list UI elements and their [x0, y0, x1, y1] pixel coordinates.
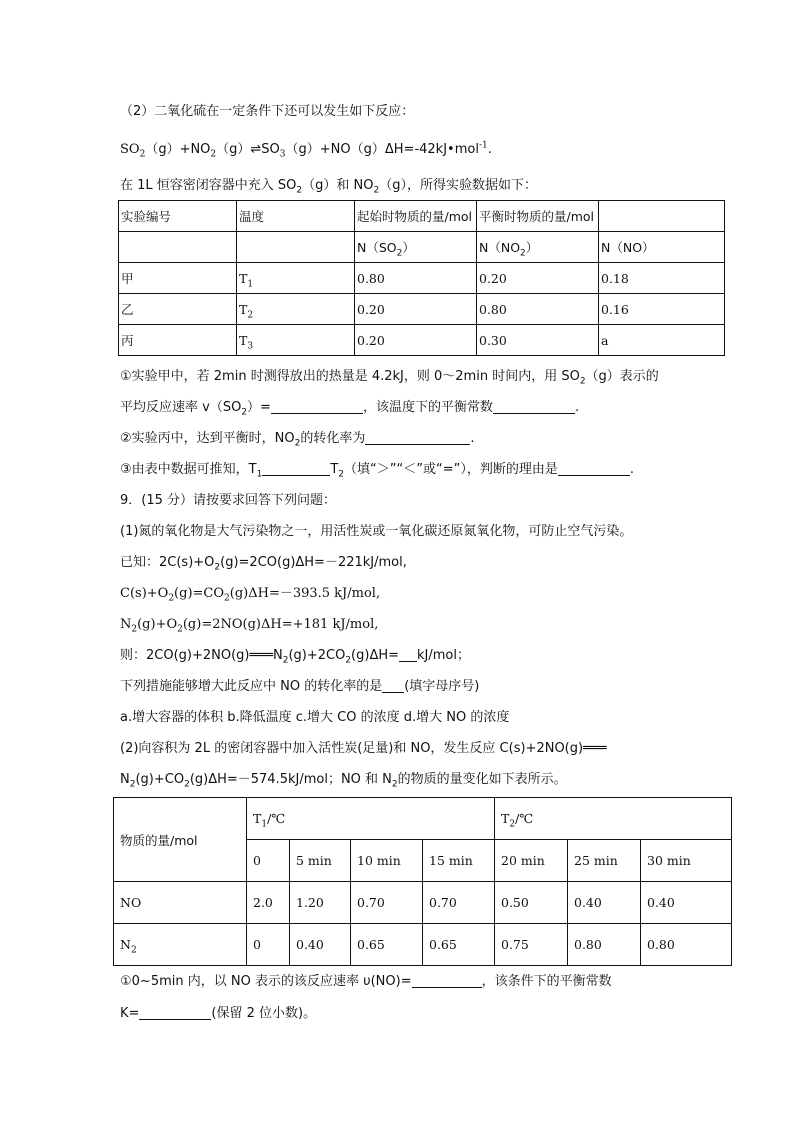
answer-blank[interactable] [558, 461, 630, 476]
problem-9-part1: (1)氮的氧化物是大气污染物之一，用活性炭或一氧化碳还原氮氧化物，可防止空气污染。 [120, 524, 633, 539]
known-equation-2: $C(s)+O_2(g)=CO_2(g)\Delta H=-393.5$ kJ/mol, [120, 586, 381, 604]
row-header-cell: 物质的量/mol [114, 798, 247, 882]
subheader-cell [237, 232, 355, 263]
setup-text: 在 1L 恒容密闭容器中充入 $SO_2(g)$和 $NO_2(g)$，所得实验数据如下： [120, 178, 537, 196]
table-row: 乙 $T_2$ 0.20 0.80 0.16 [119, 294, 725, 325]
experiment-table [118, 200, 725, 356]
header-cell: 起始时物质的量/mol [355, 201, 477, 232]
reaction-equation: $SO_2(g)+NO_2(g)\rightleftharpoons SO_3(g)+NO(g)\Delta H=-42kJ•mol^{-1}$. [120, 140, 492, 160]
answer-blank[interactable] [493, 399, 575, 414]
time-row: 0 5 min 10 min 15 min 20 min 25 min 30 min [114, 840, 732, 882]
header-cell: 实验编号 [119, 201, 237, 232]
last-question-a: ①0~5min 内，以 NO 表示的该反应速率 υ(NO)= ，该条件下的平衡常数 [120, 974, 612, 989]
problem-9-title: 9．(15 分）请按要求回答下列问题： [120, 493, 337, 508]
answer-blank[interactable] [412, 973, 482, 988]
header-cell [599, 201, 725, 232]
known-equation-3: $N_2(g)+O_2(g)=2NO(g)\Delta H=+181$ kJ/mol, [120, 617, 379, 635]
answer-blank[interactable] [262, 461, 330, 476]
target-equation: 则：$2CO(g)+2NO(g)═══N_2(g)+2CO_2(g)\Delta H= kJ/mol$； [120, 648, 470, 666]
subheader-cell: $N(NO_2)$ [477, 232, 599, 263]
intro-text: （2）二氧化硫在一定条件下还可以发生如下反应： [120, 104, 415, 119]
question-3: ③由表中数据可推知，$T_1$ $T_2$（填“＞”“＜”或“=”），判断的理由是 . [120, 462, 634, 480]
problem-9-part2: (2)向容积为 2L 的密闭容器中加入活性炭(足量)和 NO，发生反应 C(s)+2NO(g)═══ [120, 741, 607, 756]
measure-options: a.增大容器的体积 b.降低温度 c.增大 CO 的浓度 d.增大 NO 的浓度 [120, 710, 510, 725]
answer-blank[interactable] [382, 678, 404, 693]
table-header-row [119, 201, 725, 232]
subheader-cell: $N(SO_2)$ [355, 232, 477, 263]
subheader-cell [119, 232, 237, 263]
answer-blank[interactable] [399, 647, 417, 662]
answer-blank[interactable] [139, 1005, 211, 1020]
header-cell: 平衡时物质的量/mol [477, 201, 599, 232]
question-1b: 平均反应速率 $v(SO_2)=$ ，该温度下的平衡常数 . [120, 400, 580, 418]
table-subheader-row [119, 232, 725, 263]
subheader-cell: N（NO） [599, 232, 725, 263]
table-row: 丙 $T_3$ 0.20 0.30 a [119, 325, 725, 356]
table-row: $N_2$ 0 0.40 0.65 0.65 0.75 0.80 0.80 [114, 924, 732, 966]
question-2: ②实验丙中，达到平衡时，$NO_2$的转化率为 . [120, 431, 475, 449]
question-1a: ①实验甲中，若 2min 时测得放出的热量是 4.2kJ，则 0～2min 时间内，用 $SO_2(g)$表示的 [120, 369, 659, 387]
problem-9-part2-cont: $N_2(g)+CO_2(g)\Delta H=-574.5kJ$/mol；NO 和 $N_2$的物质的量变化如下表所示。 [120, 772, 567, 790]
table-row: 甲 $T_1$ 0.80 0.20 0.18 [119, 263, 725, 294]
answer-blank[interactable] [271, 399, 363, 414]
amount-table [113, 797, 732, 966]
temp2-header: $T_2/℃$ [495, 798, 732, 840]
answer-blank[interactable] [365, 430, 470, 445]
table-row: NO 2.0 1.20 0.70 0.70 0.50 0.40 0.40 [114, 882, 732, 924]
table-header-row [114, 798, 732, 840]
header-cell: 温度 [237, 201, 355, 232]
temp1-header: $T_1/℃$ [247, 798, 495, 840]
measures-question: 下列措施能够增大此反应中 NO 的转化率的是 (填字母序号) [120, 679, 480, 694]
last-question-b: K= (保留 2 位小数)。 [120, 1006, 317, 1021]
known-equation-1: 已知：$2C(s)+O_2(g)=2CO(g)\Delta H=-221kJ$/mol, [120, 555, 407, 573]
